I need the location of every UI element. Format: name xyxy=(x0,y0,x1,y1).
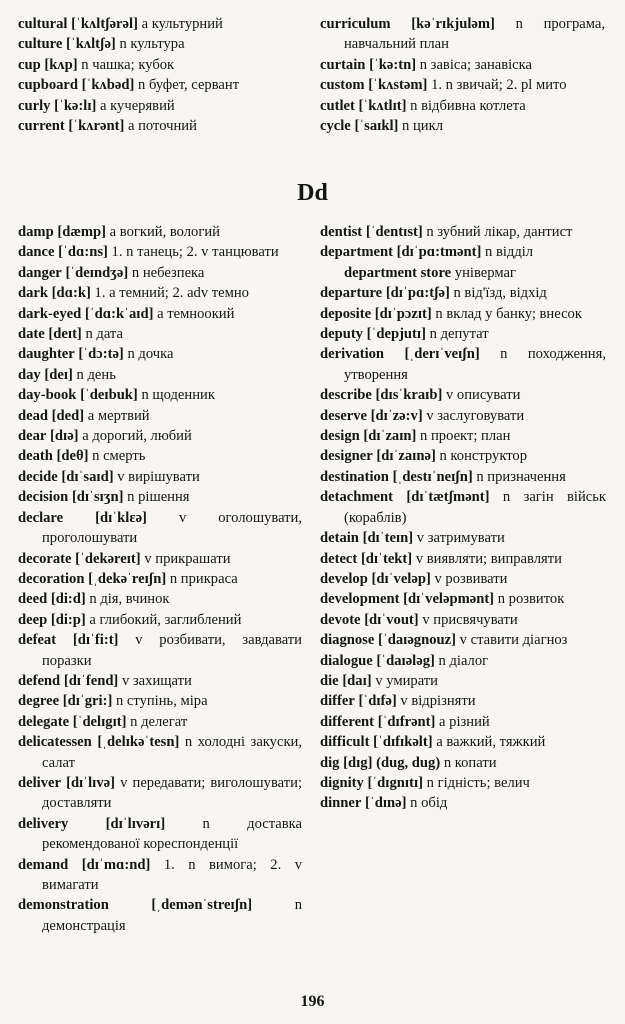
headword: different xyxy=(320,713,375,730)
dictionary-entry xyxy=(320,467,606,487)
pronunciation: [daɪ] xyxy=(342,672,372,689)
column-top-left xyxy=(18,14,300,136)
pronunciation: [dɪˈvout] xyxy=(364,611,419,628)
headword: detachment xyxy=(320,489,393,506)
definition: n прикраса xyxy=(169,570,238,587)
pronunciation: [dɪˈsaɪd] xyxy=(61,468,114,485)
dictionary-entry xyxy=(18,96,300,116)
dictionary-entry xyxy=(320,222,606,242)
dictionary-entry xyxy=(320,116,605,136)
dictionary-entry xyxy=(18,365,302,385)
headword: decoration xyxy=(18,570,85,587)
headword: decorate xyxy=(18,550,72,567)
definition: n демонстрація xyxy=(42,897,302,934)
headword: delegate xyxy=(18,713,70,730)
dictionary-entry xyxy=(320,96,605,116)
pronunciation: [ded] xyxy=(51,407,85,424)
headword: devote xyxy=(320,611,361,628)
headword: current xyxy=(18,118,65,135)
pronunciation: [di:p] xyxy=(50,611,86,628)
pronunciation: [dɑ:k] xyxy=(51,285,91,302)
headword: dark xyxy=(18,285,49,302)
pronunciation: [dɪˈgri:] xyxy=(62,693,113,710)
dictionary-entry xyxy=(320,712,606,732)
pronunciation: [ˈdɪgnɪtɪ] xyxy=(367,774,424,791)
headword: curly xyxy=(18,97,51,114)
headword: day-book xyxy=(18,387,77,404)
pronunciation: [ˈdɑ:kˈaɪd] xyxy=(84,305,154,322)
definition: a поточний xyxy=(128,118,197,135)
dictionary-entry xyxy=(18,569,302,589)
definition: a різний xyxy=(439,713,490,730)
pronunciation: [ˈdentɪst] xyxy=(365,224,423,240)
headword: decision xyxy=(18,489,69,506)
headword: degree xyxy=(18,693,60,710)
pronunciation: [ˈdɪfə] xyxy=(358,693,397,710)
dictionary-entry xyxy=(320,14,605,55)
pronunciation: [dɪˈpɑ:tmənt] xyxy=(396,244,482,261)
definition: n культура xyxy=(119,36,185,53)
headword: delicatessen xyxy=(18,734,92,751)
headword: difficult xyxy=(320,734,370,751)
headword: decide xyxy=(18,468,58,485)
pronunciation: [ˈdɪnə] xyxy=(365,795,407,812)
pronunciation: [dɪˈlɪvə] xyxy=(66,774,115,791)
dictionary-entry xyxy=(320,732,606,752)
pronunciation: [dɪˈtætʃmənt] xyxy=(406,489,490,506)
dictionary-entry xyxy=(320,528,606,548)
definition: a кучерявий xyxy=(100,97,175,114)
dictionary-entry xyxy=(320,446,606,466)
headword: demand xyxy=(18,856,69,873)
pronunciation: [ˈsaɪkl] xyxy=(354,118,399,135)
column-d-left xyxy=(18,222,302,936)
headword: departure xyxy=(320,285,383,302)
definition: n депутат xyxy=(429,326,489,343)
definition: n щоденник xyxy=(141,387,215,404)
definition: n смерть xyxy=(92,448,146,465)
definition: n відділ xyxy=(485,244,534,261)
dictionary-entry xyxy=(18,487,302,507)
headword: defeat xyxy=(18,632,57,649)
dictionary-entry xyxy=(18,732,302,773)
definition: n від'їзд, відхід xyxy=(453,285,547,302)
headword: daughter xyxy=(18,346,75,363)
pronunciation: [dɪˈteɪn] xyxy=(362,530,414,547)
pronunciation: [ˈkə:tn] xyxy=(369,56,417,73)
definition: 1. n танець; 2. v танцювати xyxy=(111,244,279,261)
pronunciation: [deɪt] xyxy=(48,326,82,343)
dictionary-entry xyxy=(18,467,302,487)
dictionary-entry xyxy=(18,814,302,855)
definition: v присвячувати xyxy=(422,611,518,628)
headword: culture xyxy=(18,36,63,53)
definition: n делегат xyxy=(130,713,188,730)
definition: 1. n вимога; 2. v вимагати xyxy=(42,856,302,893)
dictionary-entry xyxy=(320,385,606,405)
headword: dead xyxy=(18,407,49,424)
definition: n копати xyxy=(443,754,497,771)
dictionary-entry xyxy=(320,344,606,385)
pronunciation: [ˌdemənˈstreɪʃn] xyxy=(151,897,253,914)
dictionary-entry xyxy=(18,324,302,344)
dictionary-entry xyxy=(18,855,302,896)
headword: detain xyxy=(320,530,359,547)
definition: n завіса; занавіска xyxy=(419,56,533,73)
headword: deliver xyxy=(18,774,61,791)
pronunciation: [ˈdaɪəgnouz] xyxy=(378,632,456,649)
definition: v відрізняти xyxy=(400,693,476,710)
dictionary-entry xyxy=(18,304,302,324)
column-top-right xyxy=(320,14,605,136)
headword: death xyxy=(18,448,53,465)
dictionary-entry xyxy=(18,283,302,303)
definition: v прикрашати xyxy=(144,550,231,567)
definition: 1. a темний; 2. adv темно xyxy=(94,285,249,302)
headword: declare xyxy=(18,509,64,526)
pronunciation: [deɪ] xyxy=(44,366,73,383)
headword: deserve xyxy=(320,407,368,424)
pronunciation: [dɪə] xyxy=(50,428,79,445)
definition: n небезпека xyxy=(131,264,205,281)
dictionary-entry xyxy=(18,610,302,630)
pronunciation: [ˈdɑ:ns] xyxy=(58,244,108,261)
headword: differ xyxy=(320,693,355,710)
pronunciation: [dɪˈtekt] xyxy=(360,550,413,567)
pronunciation: [ˈkʌstəm] xyxy=(368,77,428,94)
definition: n ступінь, міра xyxy=(115,693,208,710)
pronunciation: [ˈdekəreɪt] xyxy=(75,550,141,567)
pronunciation: [ˈkʌltʃərəl] xyxy=(71,16,138,32)
dictionary-entry xyxy=(18,549,302,569)
dictionary-entry xyxy=(18,222,302,242)
dictionary-entry xyxy=(320,283,606,303)
definition: v передавати; виголошувати; доставляти xyxy=(42,774,302,812)
dictionary-entry xyxy=(18,508,302,549)
definition: n дія, вчинок xyxy=(89,591,170,608)
headword: detect xyxy=(320,550,358,567)
headword: dark-eyed xyxy=(18,305,82,322)
headword: curriculum xyxy=(320,16,391,32)
definition: v вирішувати xyxy=(117,468,200,485)
pronunciation: [dɪˈmɑ:nd] xyxy=(81,856,151,873)
dictionary-entry xyxy=(18,344,302,364)
definition: n походження, утворення xyxy=(344,346,606,383)
definition: n доставка рекомендованої кореспонденції xyxy=(42,815,303,853)
headword: day xyxy=(18,366,41,383)
dictionary-entry xyxy=(18,385,302,405)
dictionary-entry xyxy=(320,773,606,793)
dictionary-entry xyxy=(18,712,302,732)
definition: n призначення xyxy=(476,468,566,485)
pronunciation: [ˈdeɪbuk] xyxy=(80,387,138,404)
dictionary-entry xyxy=(18,116,300,136)
pronunciation: [dɪˈfend] xyxy=(63,672,119,689)
definition: n відбивна котлета xyxy=(410,97,526,114)
definition: a темноокий xyxy=(157,305,235,322)
headword: dig xyxy=(320,754,340,771)
headword: destination xyxy=(320,468,389,485)
dictionary-entry xyxy=(320,589,606,609)
headword: curtain xyxy=(320,56,366,73)
pronunciation: [dɪˈpɔzɪt] xyxy=(374,305,432,322)
pronunciation: [dɪˈpɑ:tʃə] xyxy=(385,285,450,302)
dictionary-entry xyxy=(320,610,606,630)
headword: diagnose xyxy=(320,632,375,649)
definition: v оголошувати, проголошувати xyxy=(42,509,303,547)
dictionary-entry xyxy=(18,691,302,711)
headword: design xyxy=(320,428,360,445)
definition: a важкий, тяжкий xyxy=(436,734,546,751)
dictionary-entry xyxy=(18,34,300,54)
headword: cycle xyxy=(320,118,351,135)
headword: cutlet xyxy=(320,97,355,114)
definition: a вогкий, вологий xyxy=(109,224,220,240)
pronunciation: [ˈdeɪndʒə] xyxy=(65,264,129,281)
definition: n програма, навчальний план xyxy=(344,16,605,53)
dictionary-entry xyxy=(320,487,606,528)
pronunciation: [ˈdelɪgɪt] xyxy=(72,713,127,730)
definition: v розвивати xyxy=(434,570,508,587)
definition: n гідність; велич xyxy=(426,774,530,791)
pronunciation: [ˌdestɪˈneɪʃn] xyxy=(392,468,473,485)
definition: a мертвий xyxy=(87,407,150,424)
definition: n холодні закуски, салат xyxy=(42,734,303,771)
dictionary-entry xyxy=(320,55,605,75)
pronunciation: [dɪˈveləp] xyxy=(371,570,431,587)
headword: dentist xyxy=(320,224,363,240)
sub-entry xyxy=(344,263,606,283)
definition: v описувати xyxy=(445,387,521,404)
pronunciation: [dæmp] xyxy=(57,224,106,240)
pronunciation: [ˈkʌrənt] xyxy=(68,118,125,135)
section-heading: Dd xyxy=(297,180,328,206)
dictionary-entry xyxy=(320,793,606,813)
definition: n буфет, сервант xyxy=(138,77,240,94)
dictionary-entry xyxy=(18,446,302,466)
dictionary-entry xyxy=(320,304,606,324)
headword: defend xyxy=(18,672,61,689)
pronunciation: [dɪˈveləpmənt] xyxy=(403,591,495,608)
definition: v ставити діагноз xyxy=(459,632,568,649)
pronunciation: [dɪˈzə:v] xyxy=(370,407,423,424)
headword: dinner xyxy=(320,795,362,812)
pronunciation: [ˌdelɪkəˈtesn] xyxy=(97,734,180,751)
sub-headword: department store xyxy=(344,264,452,281)
definition: n конструктор xyxy=(439,448,527,465)
pronunciation: [ˈkə:lɪ] xyxy=(54,97,97,114)
definition: v захищати xyxy=(121,672,192,689)
definition: n чашка; кубок xyxy=(81,56,175,73)
dictionary-entry xyxy=(320,569,606,589)
headword: delivery xyxy=(18,815,69,832)
dictionary-entry xyxy=(18,263,302,283)
headword: dance xyxy=(18,244,55,261)
headword: deed xyxy=(18,591,48,608)
dictionary-entry xyxy=(18,671,302,691)
sub-definition: універмаг xyxy=(454,264,516,281)
definition: a дорогий, любий xyxy=(82,428,192,445)
pronunciation: [dɪˈzaɪn] xyxy=(363,428,417,445)
dictionary-entry xyxy=(320,324,606,344)
headword: deep xyxy=(18,611,48,628)
pronunciation: [dɪˈzaɪnə] xyxy=(376,448,436,465)
dictionary-entry xyxy=(320,630,606,650)
dictionary-entry xyxy=(320,75,605,95)
pronunciation: [ˈdɔ:tə] xyxy=(78,346,124,363)
dictionary-entry xyxy=(320,549,606,569)
dictionary-entry xyxy=(320,426,606,446)
headword: deposite xyxy=(320,305,372,322)
definition: 1. n звичай; 2. pl мито xyxy=(431,77,567,94)
headword: development xyxy=(320,591,400,608)
headword: develop xyxy=(320,570,368,587)
pronunciation: [ˈdaɪələg] xyxy=(376,652,435,669)
pronunciation: [deθ] xyxy=(56,448,89,465)
pronunciation: [dɪˈfi:t] xyxy=(72,632,119,649)
headword: dialogue xyxy=(320,652,373,669)
headword: damp xyxy=(18,224,54,240)
pronunciation: [dɪg] (dug, dug) xyxy=(343,754,441,771)
definition: v заслуговувати xyxy=(426,407,525,424)
headword: department xyxy=(320,244,393,261)
definition: a культурний xyxy=(141,16,223,32)
definition: n дочка xyxy=(127,346,174,363)
definition: v виявляти; виправляти xyxy=(415,550,562,567)
headword: derivation xyxy=(320,346,385,363)
dictionary-entry xyxy=(18,895,302,936)
dictionary-entry xyxy=(320,242,606,283)
definition: n проект; план xyxy=(420,428,511,445)
page-number: 196 xyxy=(300,993,325,1010)
headword: describe xyxy=(320,387,372,404)
headword: date xyxy=(18,326,45,343)
definition: n вклад у банку; внесок xyxy=(435,305,582,322)
definition: n діалог xyxy=(438,652,489,669)
pronunciation: [ˈkʌtlɪt] xyxy=(358,97,407,114)
dictionary-entry xyxy=(18,589,302,609)
headword: custom xyxy=(320,77,365,94)
definition: n цикл xyxy=(402,118,443,135)
pronunciation: [dɪˈsɪʒn] xyxy=(71,489,124,506)
headword: cupboard xyxy=(18,77,79,94)
definition: n рішення xyxy=(127,489,190,506)
pronunciation: [ˈdɪfɪkəlt] xyxy=(373,734,433,751)
dictionary-entry xyxy=(18,55,300,75)
pronunciation: [kəˈrɪkjuləm] xyxy=(411,16,495,32)
dictionary-entry xyxy=(320,753,606,773)
pronunciation: [ˈkʌbəd] xyxy=(81,77,135,94)
headword: die xyxy=(320,672,339,689)
dictionary-entry xyxy=(18,426,302,446)
headword: cup xyxy=(18,56,41,73)
pronunciation: [ˈdɪfrənt] xyxy=(377,713,436,730)
headword: deputy xyxy=(320,326,363,343)
definition: v розбивати, завдавати поразки xyxy=(42,632,302,669)
headword: dear xyxy=(18,428,47,445)
pronunciation: [ˌdekəˈreɪʃn] xyxy=(88,570,167,587)
dictionary-entry xyxy=(320,671,606,691)
definition: n зубний лікар, дантист xyxy=(426,224,573,240)
dictionary-entry xyxy=(320,691,606,711)
definition: v умирати xyxy=(375,672,438,689)
pronunciation: [di:d] xyxy=(50,591,86,608)
headword: designer xyxy=(320,448,373,465)
dictionary-entry xyxy=(18,242,302,262)
headword: demonstration xyxy=(18,897,109,914)
dictionary-entry xyxy=(320,651,606,671)
pronunciation: [ˈkʌltʃə] xyxy=(65,36,116,53)
dictionary-entry xyxy=(18,773,302,814)
definition: v затримувати xyxy=(416,530,505,547)
definition: n дата xyxy=(85,326,123,343)
dictionary-entry xyxy=(18,75,300,95)
dictionary-entry xyxy=(18,630,302,671)
definition: n обід xyxy=(410,795,448,812)
pronunciation: [ˈdepjutɪ] xyxy=(366,326,426,343)
pronunciation: [dɪsˈkraɪb] xyxy=(375,387,443,404)
definition: n розвиток xyxy=(497,591,565,608)
pronunciation: [ˌderɪˈveɪʃn] xyxy=(404,346,480,363)
pronunciation: [kʌp] xyxy=(44,56,78,73)
pronunciation: [dɪˈklɛə] xyxy=(95,509,147,526)
headword: dignity xyxy=(320,774,364,791)
definition: a глибокий, заглиблений xyxy=(89,611,242,628)
dictionary-entry xyxy=(18,406,302,426)
column-d-right xyxy=(320,222,606,814)
headword: danger xyxy=(18,264,62,281)
pronunciation: [dɪˈlɪvərɪ] xyxy=(105,815,166,832)
dictionary-entry xyxy=(18,14,300,34)
definition: n загін військ (кораблів) xyxy=(344,489,607,526)
headword: cultural xyxy=(18,16,68,32)
definition: n день xyxy=(76,366,116,383)
dictionary-entry xyxy=(320,406,606,426)
